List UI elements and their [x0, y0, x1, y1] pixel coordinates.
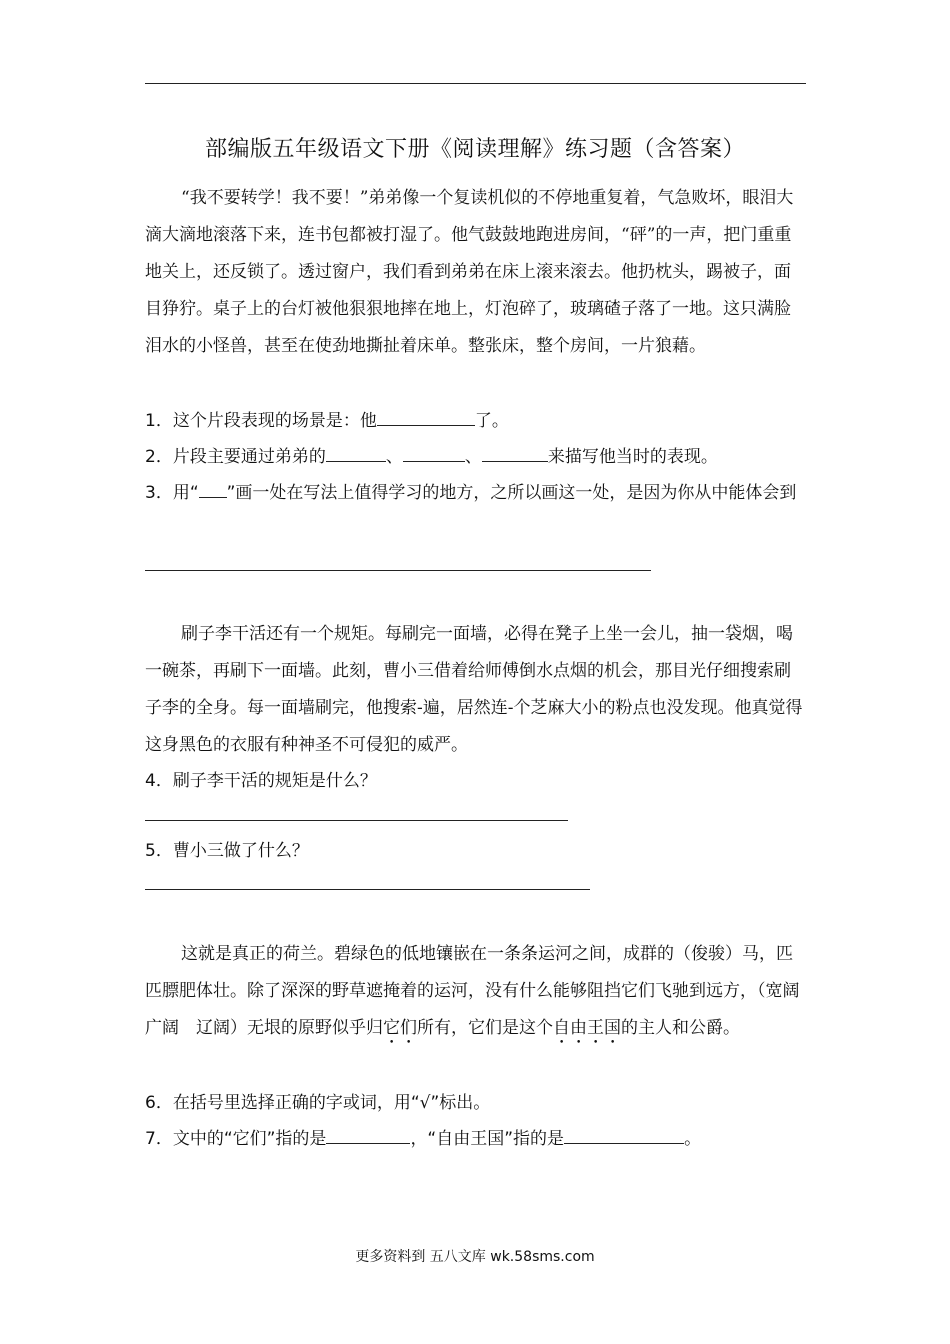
- header-rule: [145, 83, 806, 84]
- question-2-text: 2．片段主要通过弟弟的: [145, 447, 326, 467]
- underline-sample: [199, 481, 227, 498]
- question-2-end: 来描写他当时的表现。: [547, 447, 718, 467]
- question-7-end: 。: [684, 1129, 702, 1149]
- question-2-sep: 、: [464, 447, 482, 467]
- answer-blank[interactable]: [326, 445, 386, 462]
- answer-line-5[interactable]: [145, 889, 590, 890]
- answer-blank[interactable]: [564, 1127, 684, 1144]
- passage-3-text: 所有，它们是这个: [417, 1018, 553, 1038]
- question-2-sep: 、: [385, 447, 403, 467]
- passage-3-text: 这就是真正的荷兰。碧绿色的低地镶嵌在一条条运河之间，成群的（俊骏）马，匹匹膘肥体壮。除了深深的野草遮掩着的运河，没有什么能够阻挡它们飞驰到远方，（宽阔 广阔 辽阔）无垠的原野似乎归: [145, 944, 822, 1038]
- question-1: [145, 404, 806, 438]
- question-3-end: ”画一处在写法上值得学习的地方，之所以画这一处，是因为你从中能体会到: [226, 483, 797, 503]
- passage-3: [145, 936, 822, 1048]
- question-7-text: ，“自由王国”指的是: [410, 1129, 565, 1149]
- footer-text: 更多资料到 五八文库 wk.58sms.com: [355, 1249, 595, 1265]
- question-4: 4．刷子李干活的规矩是什么？: [145, 771, 377, 791]
- passage-3-text: 的主人和公爵。: [621, 1018, 740, 1038]
- question-7-text: 7．文中的“它们”指的是: [145, 1129, 327, 1149]
- answer-blank[interactable]: [377, 409, 475, 426]
- page-title: 部编版五年级语文下册《阅读理解》练习题（含答案）: [204, 137, 745, 162]
- question-7: [145, 1122, 806, 1156]
- answer-line-3[interactable]: [145, 570, 651, 571]
- question-2: [145, 440, 806, 474]
- answer-blank[interactable]: [482, 445, 548, 462]
- answer-blank[interactable]: [403, 445, 465, 462]
- question-3: [145, 474, 806, 512]
- question-3-text: 3．用“: [145, 483, 199, 503]
- question-5: 5．曹小三做了什么？: [145, 841, 309, 861]
- question-1-end: 了。: [474, 411, 509, 431]
- question-1-text: 1．这个片段表现的场景是：他: [145, 411, 377, 431]
- passage-1: “我不要转学！我不要！”弟弟像一个复读机似的不停地重复着，气急败坏，眼泪大滴大滴地滚落下来，连书包都被打湿了。他气鼓鼓地跑进房间，“砰”的一声，把门重重地关上，还反锁了。透过窗户，我们看到弟弟在床上滚来滚去。他扔枕头，踢被子，面目狰狞。桌子上的台灯被他狠狠地摔在地上，灯泡碎了，玻璃碴子落了一地。这只满脸泪水的小怪兽，甚至在使劲地撕扯着床单。整张床，整个房间，一片狼藉。: [145, 188, 794, 356]
- emphasis-free-kingdom: 自由王国: [553, 1018, 621, 1038]
- question-6: 6．在括号里选择正确的字或词，用“√”标出。: [145, 1093, 491, 1113]
- answer-blank[interactable]: [326, 1127, 410, 1144]
- passage-2: 刷子李干活还有一个规矩。每刷完一面墙，必得在凳子上坐一会儿，抽一袋烟，喝一碗茶，再刷下一面墙。此刻，曹小三借着给师傅倒水点烟的机会，那目光仔细搜索刷子李的全身。每一面墙刷完，他搜索-遍，居然连-个芝麻大小的粉点也没发现。他真觉得这身黑色的衣服有种神圣不可侵犯的威严。: [145, 624, 803, 755]
- answer-line-4[interactable]: [145, 820, 568, 821]
- emphasis-it: 它们: [383, 1018, 417, 1038]
